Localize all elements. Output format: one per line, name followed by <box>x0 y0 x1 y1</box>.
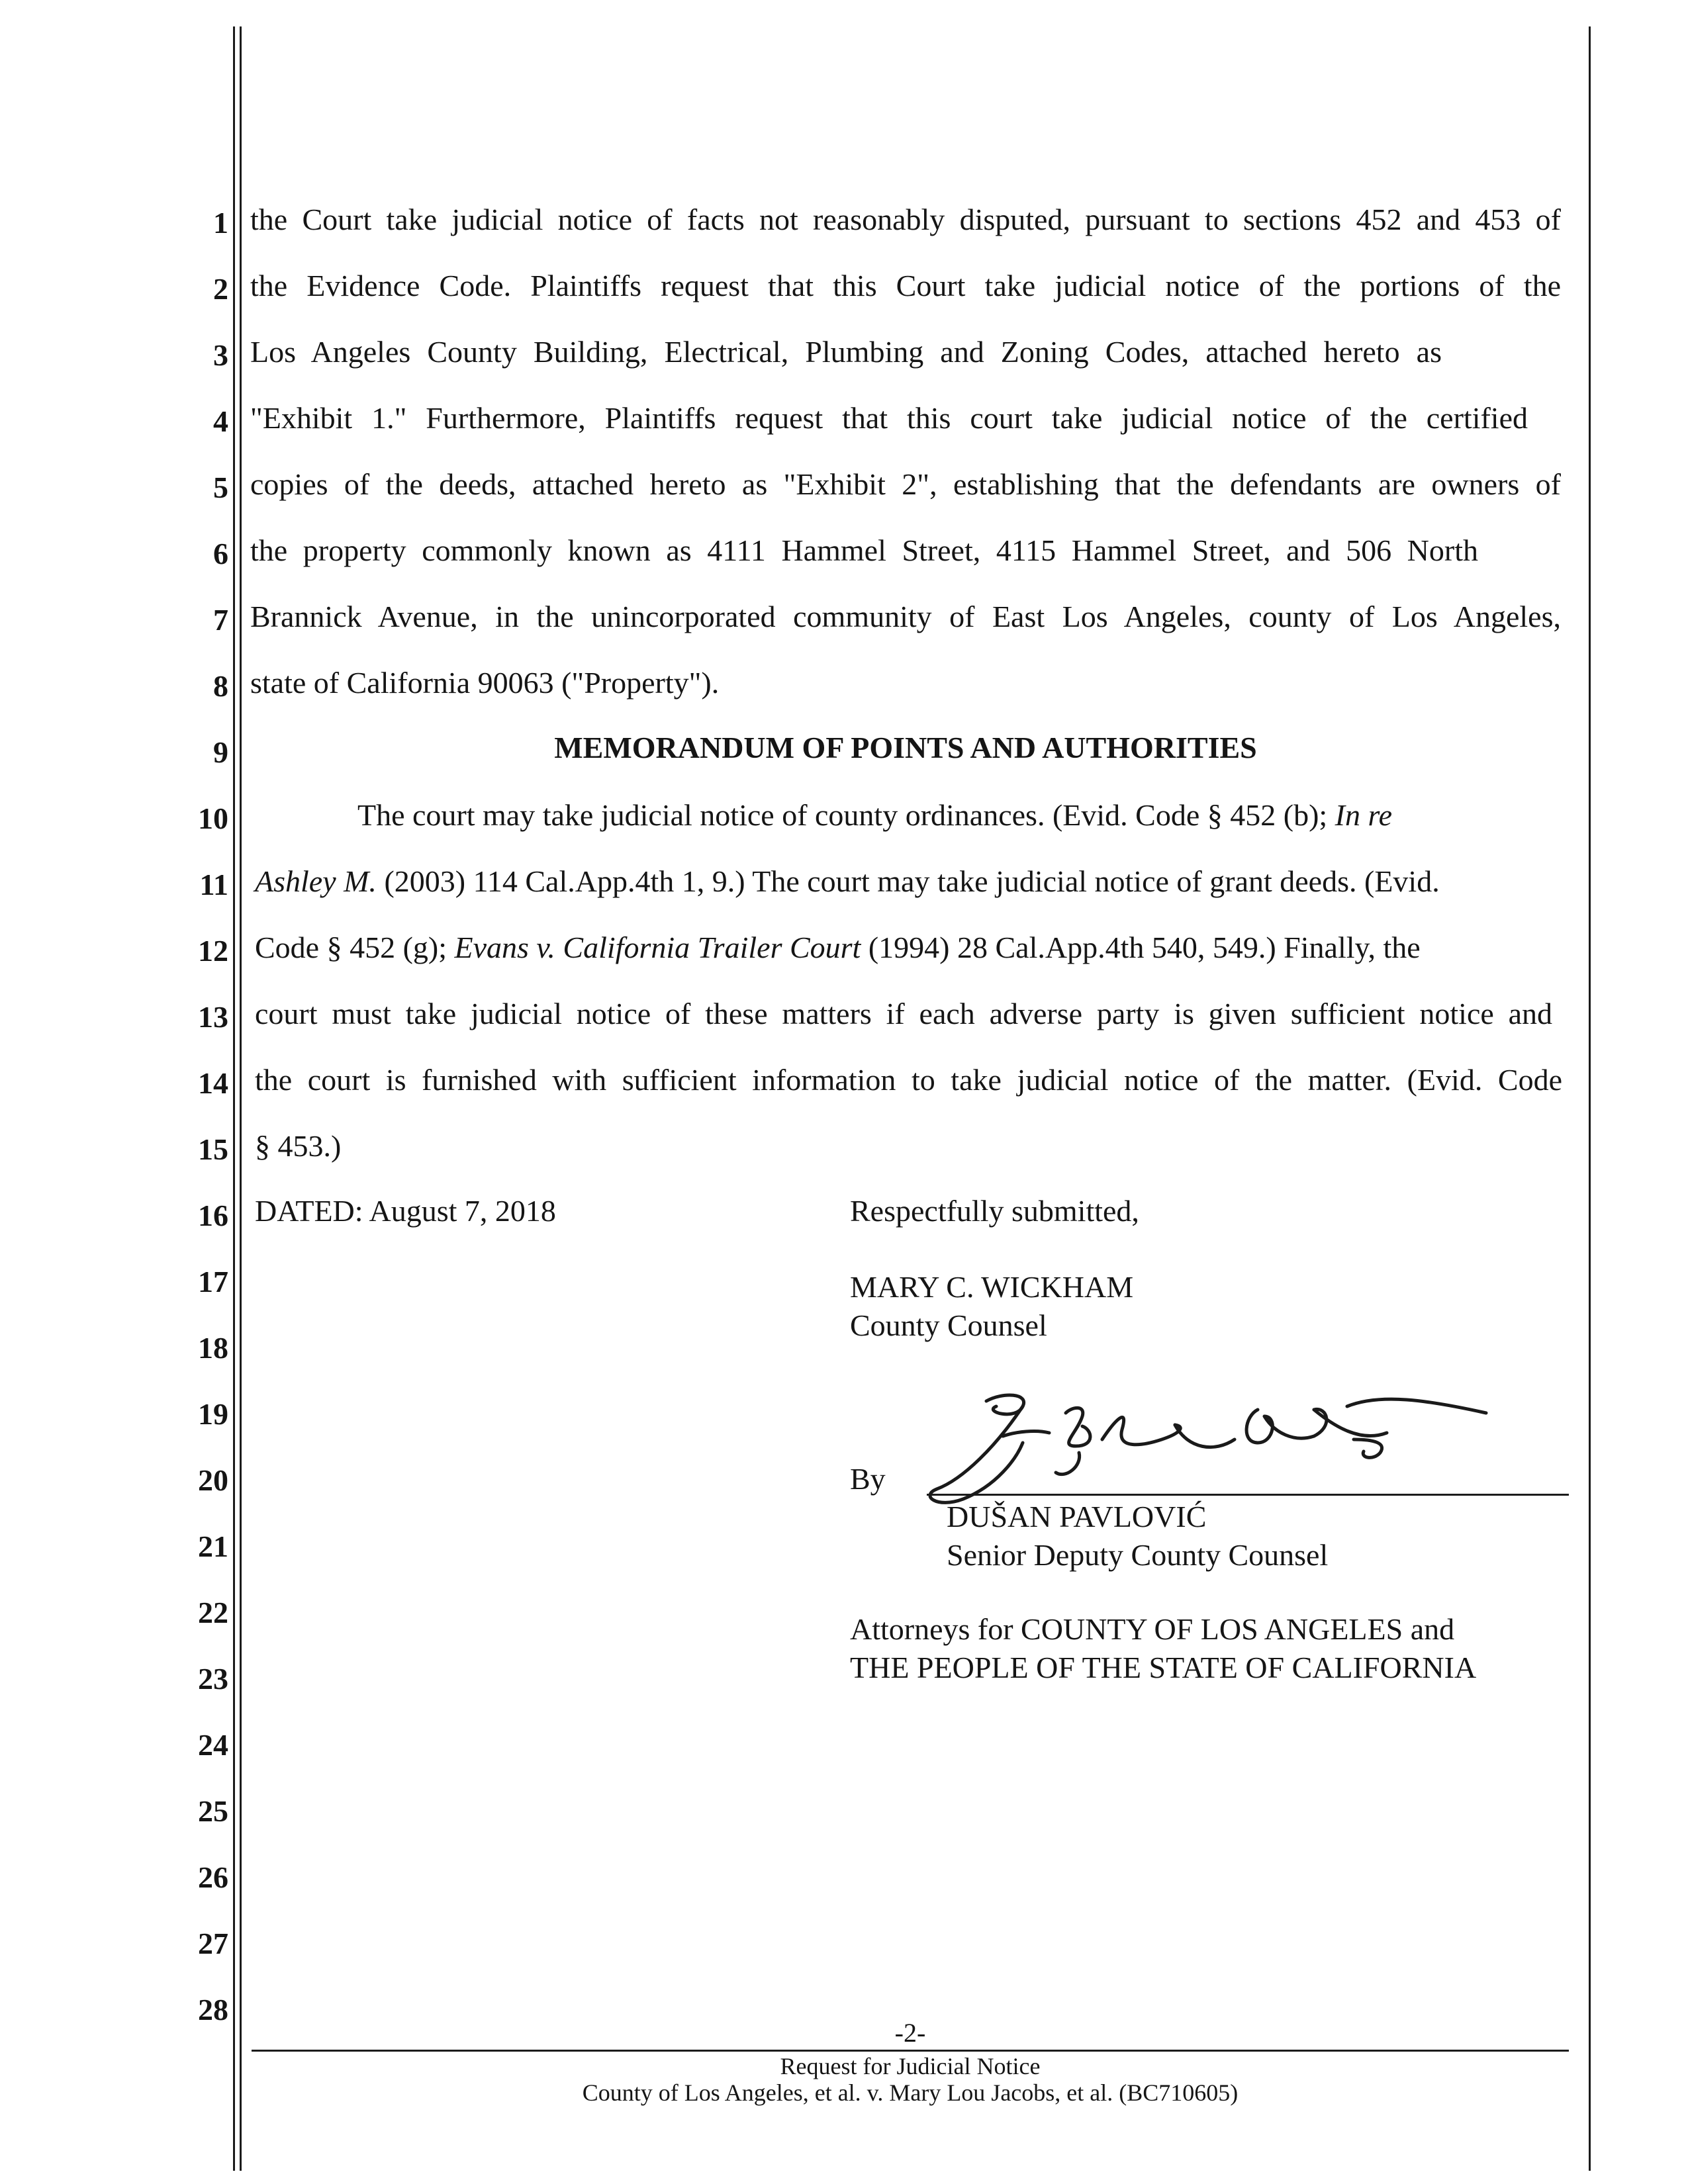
line-number: 22 <box>198 1596 228 1629</box>
text-run: (2003) 114 Cal.App.4th 1, 9.) The court may take judicial notice of grant deeds. (Evid. <box>376 864 1440 898</box>
case-citation: Ashley M. <box>255 864 377 898</box>
text-line: state of California 90063 ("Property"). <box>250 666 720 700</box>
left-margin-rule-inner <box>240 26 242 2171</box>
text-run: The court may take judicial notice of county ordinances. (Evid. Code § 452 (b); <box>357 798 1335 832</box>
text-run: (1994) 28 Cal.App.4th 540, 549.) Finally, the <box>861 931 1421 964</box>
line-number: 13 <box>198 1000 228 1034</box>
signature-line <box>927 1494 1569 1496</box>
handwritten-signature <box>923 1380 1493 1512</box>
line-number: 14 <box>198 1066 228 1100</box>
line-number: 23 <box>198 1662 228 1696</box>
text-line: copies of the deeds, attached hereto as "Exhibit 2", establishing that the defendants are owners of <box>250 467 1561 501</box>
line-number: 25 <box>198 1794 228 1828</box>
text-line: the court is furnished with sufficient information to take judicial notice of the matter. (Evid. Code <box>255 1063 1562 1097</box>
line-number: 26 <box>198 1860 228 1894</box>
line-number: 24 <box>198 1728 228 1762</box>
text-line <box>357 796 1392 835</box>
case-citation: Evans v. California Trailer Court <box>454 931 861 964</box>
page-number: -2- <box>894 2018 926 2048</box>
closing: Respectfully submitted, <box>850 1194 1139 1228</box>
line-number: 12 <box>198 934 228 968</box>
line-number: 21 <box>198 1529 228 1563</box>
text-line: the Evidence Code. Plaintiffs request that this Court take judicial notice of the portions of the <box>250 269 1561 302</box>
text-run: Code § 452 (g); <box>255 931 455 964</box>
case-citation: In re <box>1335 798 1393 832</box>
footer-rule <box>252 2050 1569 2052</box>
line-number: 3 <box>213 338 228 372</box>
attorneys-for-line: THE PEOPLE OF THE STATE OF CALIFORNIA <box>850 1651 1477 1684</box>
text-line <box>255 862 1440 901</box>
counsel-name: MARY C. WICKHAM <box>850 1270 1134 1304</box>
line-number: 18 <box>198 1331 228 1365</box>
text-line: Brannick Avenue, in the unincorporated community of East Los Angeles, county of Los Angeles, <box>250 600 1561 633</box>
counsel-title: County Counsel <box>850 1308 1047 1342</box>
by-label: By <box>850 1462 886 1496</box>
text-line: § 453.) <box>255 1129 342 1163</box>
footer-caption: County of Los Angeles, et al. v. Mary Lou Jacobs, et al. (BC710605) <box>582 2079 1239 2106</box>
left-margin-rule-outer <box>233 26 235 2171</box>
right-margin-rule <box>1589 26 1591 2171</box>
line-number: 10 <box>198 801 228 835</box>
text-line: court must take judicial notice of these matters if each adverse party is given sufficient notice and <box>255 997 1552 1030</box>
text-line <box>255 928 1421 968</box>
line-number: 2 <box>213 272 228 306</box>
text-line: Los Angeles County Building, Electrical, Plumbing and Zoning Codes, attached hereto as <box>250 335 1442 369</box>
section-heading: MEMORANDUM OF POINTS AND AUTHORITIES <box>554 731 1257 764</box>
footer-title: Request for Judicial Notice <box>780 2053 1041 2079</box>
line-number: 7 <box>213 603 228 637</box>
line-number: 16 <box>198 1199 228 1232</box>
line-number: 6 <box>213 537 228 570</box>
line-number: 15 <box>198 1132 228 1166</box>
signer-name: DUŠAN PAVLOVIĆ <box>947 1500 1207 1533</box>
text-line: the property commonly known as 4111 Hammel Street, 4115 Hammel Street, and 506 North <box>250 533 1478 567</box>
line-number: 28 <box>198 1993 228 2026</box>
line-number: 4 <box>213 404 228 438</box>
line-number: 9 <box>213 735 228 769</box>
line-number: 1 <box>213 206 228 240</box>
line-number: 5 <box>213 471 228 504</box>
line-number: 20 <box>198 1463 228 1497</box>
text-line: "Exhibit 1." Furthermore, Plaintiffs request that this court take judicial notice of the certified <box>250 401 1528 435</box>
signer-title: Senior Deputy County Counsel <box>947 1538 1329 1572</box>
line-number: 27 <box>198 1927 228 1960</box>
attorneys-for-line: Attorneys for COUNTY OF LOS ANGELES and <box>850 1612 1455 1646</box>
text-line: the Court take judicial notice of facts not reasonably disputed, pursuant to sections 452 and 453 of <box>250 203 1561 236</box>
line-number: 8 <box>213 669 228 703</box>
line-number: 19 <box>198 1397 228 1431</box>
line-number: 17 <box>198 1265 228 1298</box>
date-line: DATED: August 7, 2018 <box>255 1194 556 1228</box>
line-number: 11 <box>199 868 228 901</box>
